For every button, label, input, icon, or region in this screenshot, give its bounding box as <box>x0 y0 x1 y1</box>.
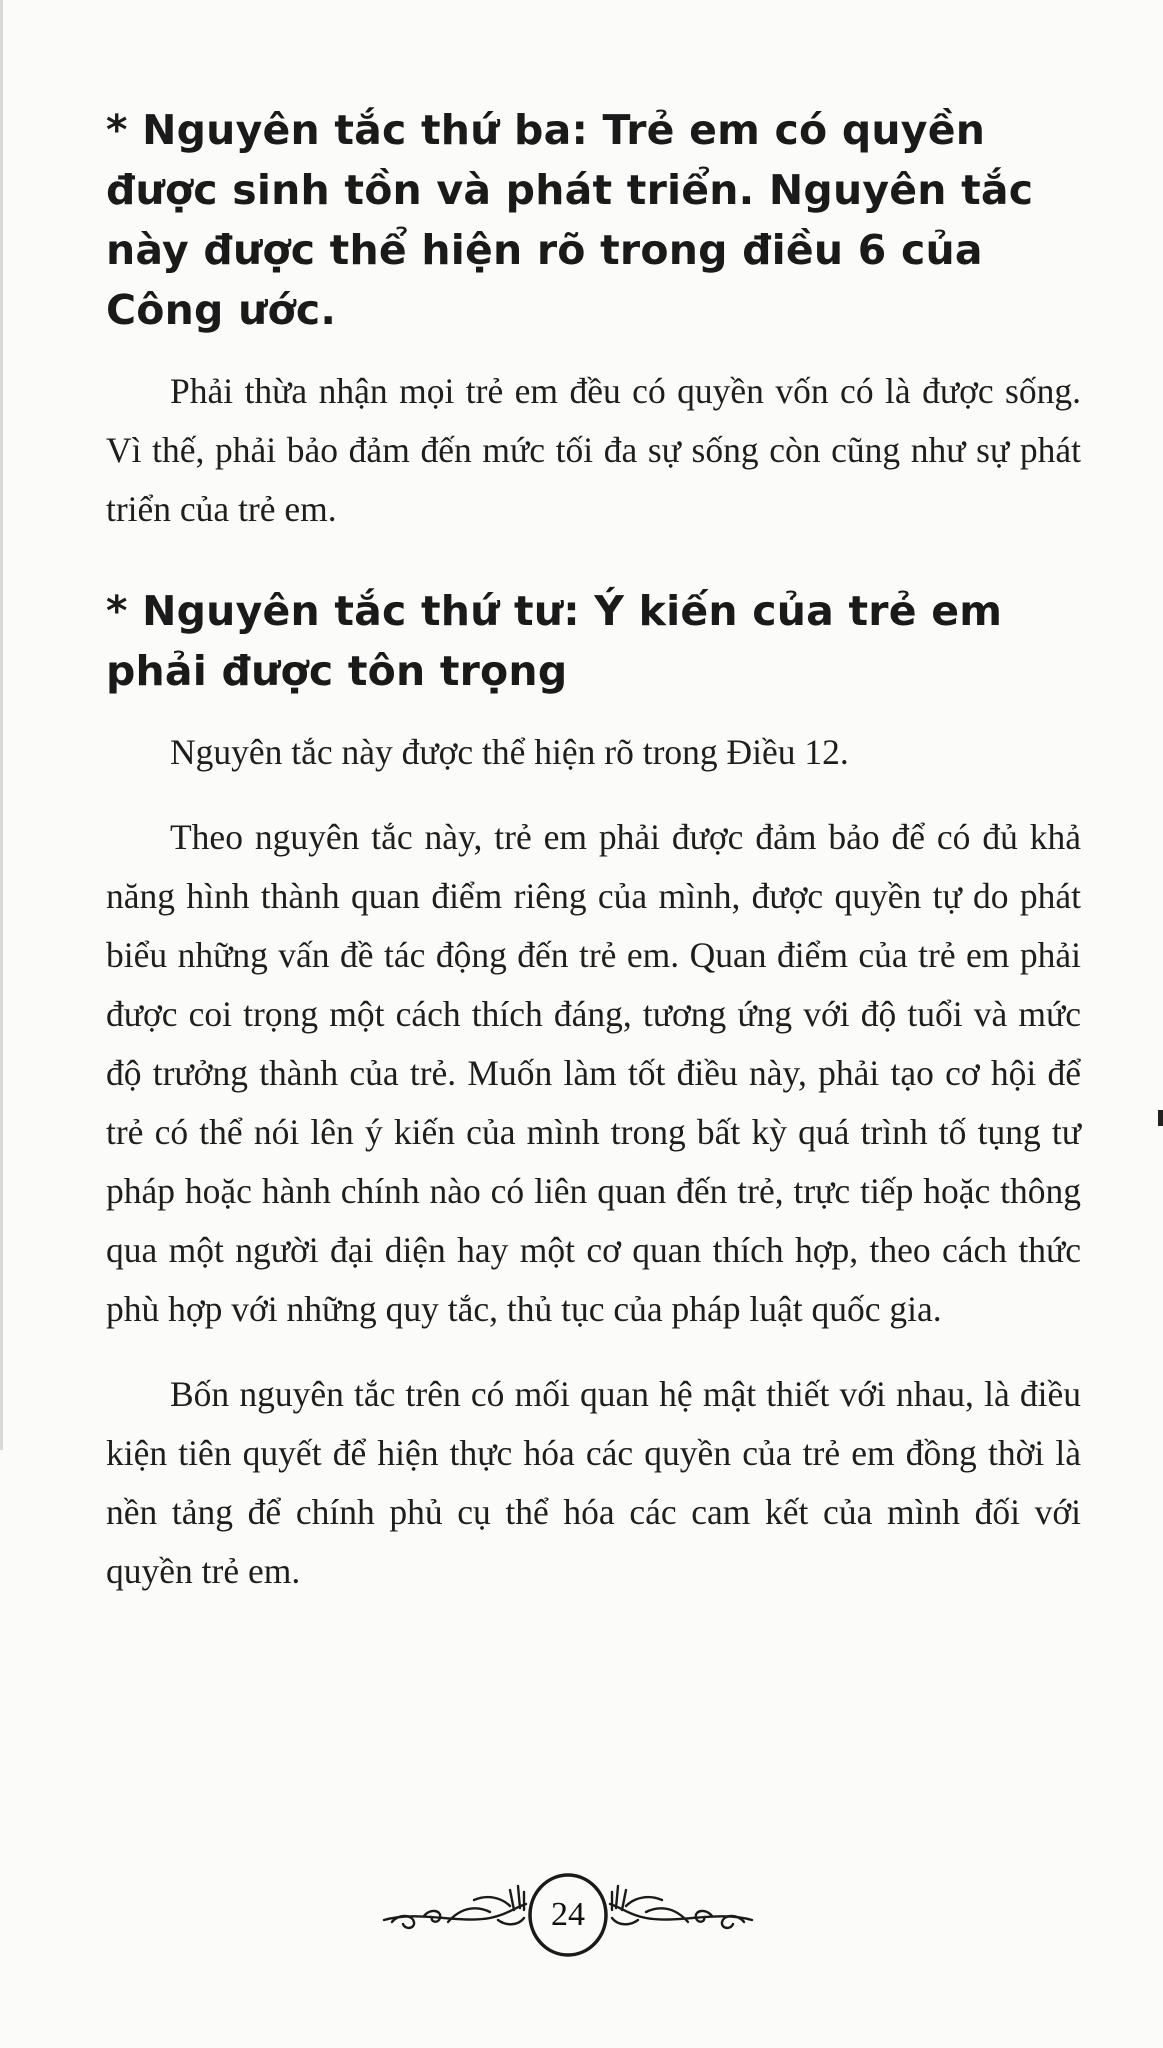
page-edge-mark <box>1158 1110 1163 1126</box>
paragraph-principle-four-detail: Theo nguyên tắc này, trẻ em phải được đảm bảo để có đủ khả năng hình thành quan điểm riêng của mình, được quyền tự do phát biểu những vấn đề tác động đến trẻ em. Quan điểm của trẻ em phải được coi trọng một cách thích đáng, tương ứng với độ tuổi và mức độ trưởng thành của trẻ. Muốn làm tốt điều này, phải tạo cơ hội để trẻ có thể nói lên ý kiến của mình trong bất kỳ quá trình tố tụng tư pháp hoặc hành chính nào có liên quan đến trẻ, trực tiếp hoặc thông qua một người đại diện hay một cơ quan thích hợp, theo cách thức phù hợp với những quy tắc, thủ tục của pháp luật quốc gia. <box>106 817 1081 1329</box>
paragraph-article-reference: Nguyên tắc này được thể hiện rõ trong Điều 12. <box>170 732 849 772</box>
section-heading-principle-four: * Nguyên tắc thứ tư: Ý kiến của trẻ em phải được tôn trọng <box>106 587 1003 695</box>
paragraph-principle-three: Phải thừa nhận mọi trẻ em đều có quyền vốn có là được sống. Vì thế, phải bảo đảm đến mức tối đa sự sống còn cũng như sự phát triển của trẻ em. <box>106 371 1081 529</box>
page-edge-shadow <box>0 0 3 1450</box>
page-content <box>106 100 1081 1601</box>
section-heading-principle-three: * Nguyên tắc thứ ba: Trẻ em có quyền được sinh tồn và phát triển. Nguyên tắc này được thể hiện rõ trong điều 6 của Công ước. <box>106 106 1034 334</box>
paragraph-conclusion: Bốn nguyên tắc trên có mối quan hệ mật thiết với nhau, là điều kiện tiên quyết để hiện thực hóa các quyền của trẻ em đồng thời là nền tảng để chính phủ cụ thể hóa các cam kết của mình đối với quyền trẻ em. <box>106 1374 1081 1591</box>
page-number: 24 <box>551 1896 585 1933</box>
page-footer <box>378 1862 758 1972</box>
